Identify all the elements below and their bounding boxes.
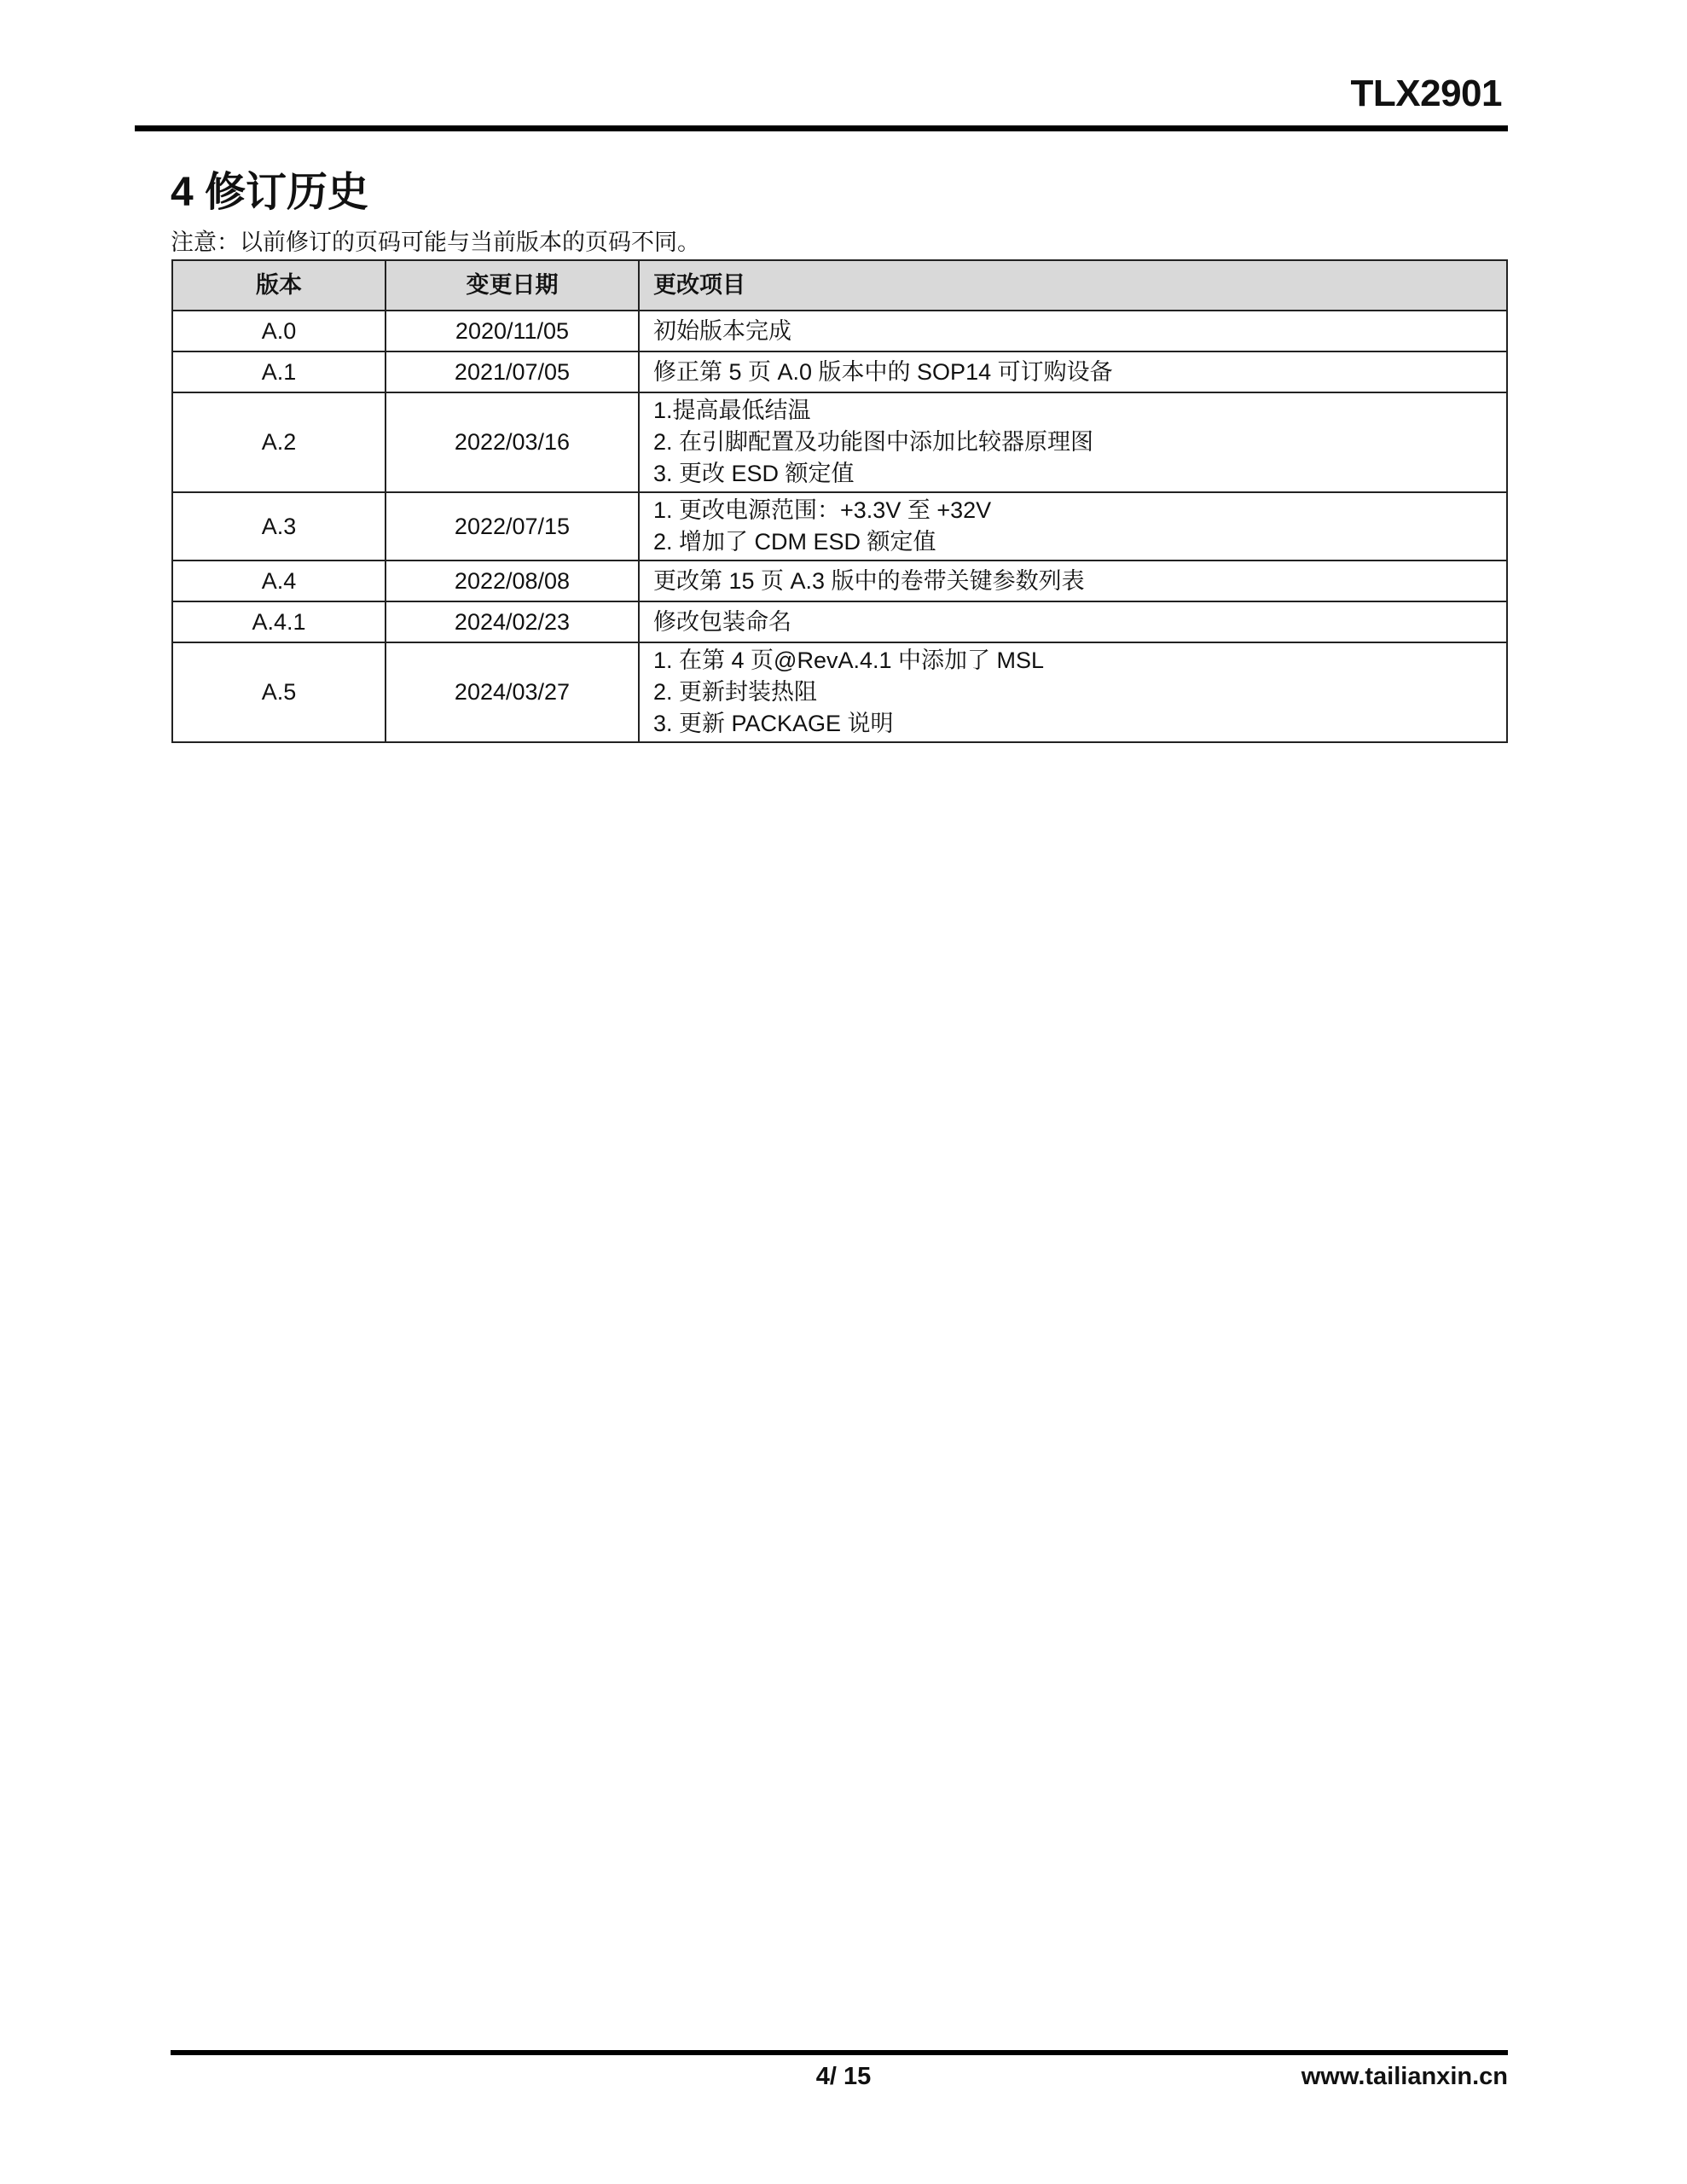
footer-website: www.tailianxin.cn bbox=[1301, 2063, 1508, 2090]
section-note: 注意：以前修订的页码可能与当前版本的页码不同。 bbox=[171, 229, 700, 255]
changes-cell bbox=[639, 351, 1507, 392]
date-cell: 2021/07/05 bbox=[386, 351, 639, 392]
header-version: 版本 bbox=[172, 260, 386, 311]
date-cell: 2022/07/15 bbox=[386, 492, 639, 561]
table-row bbox=[172, 351, 1507, 392]
changes-cell bbox=[639, 392, 1507, 492]
changes-cell bbox=[639, 311, 1507, 351]
header-rule bbox=[135, 125, 1508, 131]
table-row bbox=[172, 561, 1507, 601]
changes-cell bbox=[639, 642, 1507, 742]
table-row bbox=[172, 601, 1507, 642]
table-row bbox=[172, 311, 1507, 351]
version-cell: A.4.1 bbox=[172, 601, 386, 642]
version-cell: A.0 bbox=[172, 311, 386, 351]
version-cell: A.4 bbox=[172, 561, 386, 601]
change-item: 修正第 5 页 A.0 版本中的 SOP14 可订购设备 bbox=[653, 358, 1113, 385]
changes-cell bbox=[639, 601, 1507, 642]
change-item: 1.提高最低结温 bbox=[653, 398, 811, 423]
change-item: 3. 更改 ESD 额定值 bbox=[653, 461, 855, 486]
version-cell: A.1 bbox=[172, 351, 386, 392]
change-item: 修改包装命名 bbox=[653, 608, 791, 635]
footer-rule bbox=[171, 2050, 1508, 2055]
change-item: 3. 更新 PACKAGE 说明 bbox=[653, 711, 894, 736]
change-item: 更改第 15 页 A.3 版中的卷带关键参数列表 bbox=[653, 567, 1085, 594]
date-cell: 2024/03/27 bbox=[386, 642, 639, 742]
version-cell: A.2 bbox=[172, 392, 386, 492]
section-title: 4 修订历史 bbox=[171, 170, 369, 215]
changes-cell bbox=[639, 492, 1507, 561]
table-row bbox=[172, 492, 1507, 561]
change-item: 2. 更新封装热阻 bbox=[653, 679, 818, 705]
changes-cell bbox=[639, 561, 1507, 601]
header-title: TLX2901 bbox=[1350, 73, 1502, 114]
date-cell: 2022/08/08 bbox=[386, 561, 639, 601]
change-item: 1. 在第 4 页@RevA.4.1 中添加了 MSL bbox=[653, 648, 1045, 673]
header-date: 变更日期 bbox=[386, 260, 639, 311]
revision-history-table bbox=[171, 259, 1508, 743]
change-item: 2. 增加了 CDM ESD 额定值 bbox=[653, 529, 936, 555]
page-number: 4/ 15 bbox=[815, 2063, 872, 2090]
change-item: 2. 在引脚配置及功能图中添加比较器原理图 bbox=[653, 429, 1094, 455]
version-cell: A.3 bbox=[172, 492, 386, 561]
change-item: 1. 更改电源范围：+3.3V 至 +32V bbox=[653, 497, 992, 523]
table-row bbox=[172, 642, 1507, 742]
table-row bbox=[172, 392, 1507, 492]
date-cell: 2024/02/23 bbox=[386, 601, 639, 642]
date-cell: 2020/11/05 bbox=[386, 311, 639, 351]
change-item: 初始版本完成 bbox=[653, 317, 791, 344]
table-header-row bbox=[172, 260, 1507, 311]
version-cell: A.5 bbox=[172, 642, 386, 742]
header-changes: 更改项目 bbox=[639, 260, 1507, 311]
date-cell: 2022/03/16 bbox=[386, 392, 639, 492]
